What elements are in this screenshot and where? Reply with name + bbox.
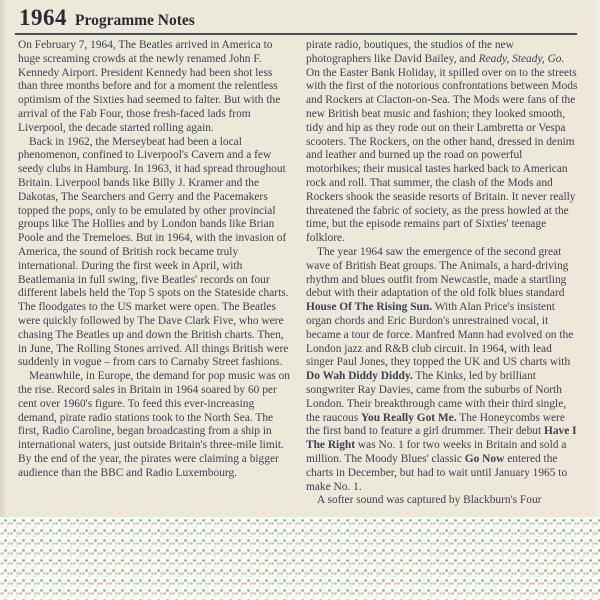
text-run: A softer sound was captured by Blackburn's Four [317,494,542,507]
text-run: You Really Got Me. [361,411,457,424]
text-run: The Kinks, led by brilliant songwriter Ray Davies, came from the suburbs of North London. Their breakthrough came with their third single, the raucous [306,370,567,424]
paragraph [18,39,290,136]
text-columns [18,39,578,508]
text-run: Back in 1962, the Merseybeat had been a local phenomenon, confined to Liverpool's Cavern and a few seedy clubs in Hamburg. In 1963, it had spread throughout Britain. Liverpool bands like Billy J. Kramer and the Dakotas, The Searchers and Gerry and the Pacemakers topped the pops, only to be emulated by other provincial groups like The Hollies and by London bands like Brian Poole and the Tremeloes. But in 1964, with the invasion of America, the sound of British rock became truly international. During the first week in April, with Beatlemania in full swing, five Beatles' records on four different labels held the Top 5 spots on the Stateside charts. The floodgates to the US market were open. The Beatles were quickly followed by The Dave Clark Five, who were chasing The Beatles up and down the British charts. Then, in June, The Rolling Stones arrived. All things British were suddenly in vogue – from cars to Carnaby Street fashions. [18,135,289,369]
left-column [18,39,290,508]
text-run: Go Now [464,452,505,465]
paragraph [18,136,290,371]
text-run: On February 7, 1964, The Beatles arrived in America to huge screaming crowds at the newly renamed John F. Kennedy Airport. President Kennedy had been shot less than three months before and for a moment the relentless optimism of the Sixties had seemed to falter. But with the arrival of the Fab Four, those fresh-faced lads from Liverpool, the decade started rolling again. [18,39,281,134]
paragraph [306,39,578,246]
text-run: entered the charts in December, but had to wait until January 1965 to make No. 1. [306,452,568,493]
text-run: The year 1964 saw the emergence of the second great wave of British Beat groups. The Animals, a hard-driving rhythm and blues outfit from Newcastle, made a startling debut with their adaptation of the old folk blues standard [306,245,569,300]
text-run: Ready, Steady, Go. [478,52,565,65]
page-year: 1964 [19,5,67,30]
text-run: was No. 1 for two weeks in Britain and sold a million. The Moody Blues' classic [306,439,567,465]
paragraph [306,494,578,508]
page-title: Programme Notes [75,12,195,29]
header-rule [15,33,577,35]
text-run: pirate radio, boutiques, the studios of the new photographers like David Bailey, and [306,39,514,65]
paragraph [306,246,578,494]
text-run: House Of The Rising Sun. [306,301,433,314]
right-column [306,39,578,508]
text-run: Meanwhile, in Europe, the demand for pop music was on the rise. Record sales in Britain in 1964 soared by 60 per cent over 1960's figure. To feed this ever-increasing demand, pirate radio stations took to the North Sea. The first, Radio Caroline, began broadcasting from a ship in international waters, just outside Britain's three-mile limit. By the end of the year, the pirates were claiming a bigger audience than the BBC and Radio Luxembourg. [18,370,290,479]
paragraph [18,370,290,480]
page-header [19,5,195,31]
text-run: On the Easter Bank Holiday, it spilled over on to the streets with the first of the notorious confrontations between Mods and Rockers at Clacton-on-Sea. The Mods were fans of the new British beat music and fashion; they looked smooth, tidy and hip as they rode out on their Lambretta or Vespa scooters. The Rockers, on the other hand, dressed in denim and leather and burned up the road on powerful motorbikes; their musical tastes harked back to American rock and roll. That summer, the clash of the Mods and Rockers shook the seaside resorts of Britain. It never really threatened the fabric of society, as the press howled at the time, but the episode remains part of Sixties' teenage folklore. [306,66,578,245]
dotted-background [0,517,600,600]
text-run: Do Wah Diddy Diddy. [306,370,413,383]
text-run: Have I The Right [306,425,577,452]
text-run: With Alan Price's insistent organ chords and Eric Burdon's unrestrained vocal, it became a tour de force. Manfred Mann had evolved on the London jazz and R&B club circuit. In 1964, with lead singer Paul Jones, they topped the UK and US charts with [306,301,574,369]
text-run: The Honeycombs were the first band to feature a girl drummer. Their debut [306,411,565,438]
